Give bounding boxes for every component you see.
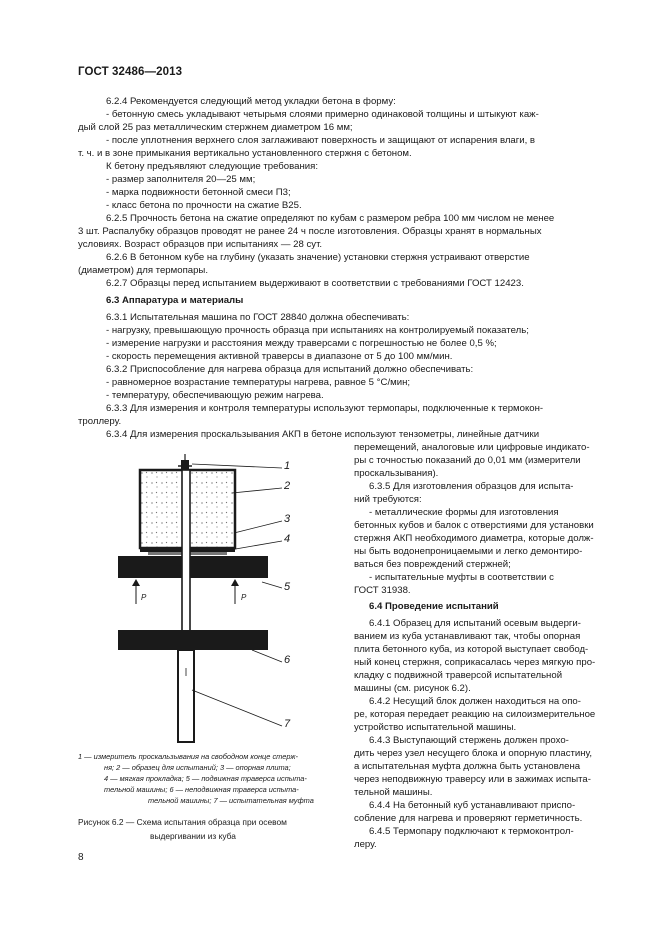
figure-label-1: 1: [284, 460, 291, 472]
text-line: ны быть водонепроницаемыми и легко демонтиро-: [354, 546, 583, 557]
text-line: через неподвижную траверсу или в зажимах испыта-: [354, 774, 591, 785]
support-plate: [140, 548, 235, 552]
movable-traverse: [118, 556, 268, 578]
figure-label-4: 4: [284, 533, 291, 545]
legend-line: тельной машины; 6 — неподвижная траверса испыта-: [104, 785, 299, 794]
text-line: 6.3.3 Для измерения и контроля температуры используют термопары, подключенные к термокон-: [106, 403, 544, 414]
figure-title: Рисунок 6.2 — Схема испытания образца при осевом: [78, 817, 287, 827]
text-line: а испытательная муфта должна быть установлена: [354, 761, 581, 772]
text-line: - температуру, обеспечивающую режим нагрева.: [106, 390, 324, 401]
slip-meter: [172, 454, 198, 473]
text-line: дый слой 25 раз металлическим стержнем диаметром 16 мм;: [78, 122, 353, 133]
text-line: 6.3.2 Приспособление для нагрева образца для испытаний должно обеспечивать:: [106, 364, 474, 375]
text-line: кладку с подвижной траверсой испытательной: [354, 670, 563, 681]
text-line: 6.4.1 Образец для испытаний осевым выдерги-: [369, 618, 581, 629]
text-line: - класс бетона по прочности на сжатие В25.: [106, 200, 302, 211]
text-line: устройство испытательной машины.: [354, 722, 517, 733]
text-line: 6.2.7 Образцы перед испытанием выдерживают в соответствии с требованиями ГОСТ 12423.: [106, 278, 524, 289]
text-line: - испытательные муфты в соответствии с: [369, 572, 554, 583]
text-line: ний требуются:: [354, 494, 422, 505]
legend-line: 1 — измеритель проскальзывания на свободном конце стерж-: [78, 752, 298, 761]
text-line: - марка подвижности бетонной смеси П3;: [106, 187, 291, 198]
text-line: проскальзывания).: [354, 468, 439, 479]
text-line: собление для нагрева и проверяют герметичность.: [354, 813, 583, 824]
load-label-left: P: [141, 593, 147, 602]
figure-label-7: 7: [284, 718, 291, 730]
text-line: - размер заполнителя 20—25 мм;: [106, 174, 256, 185]
text-line: 6.4.2 Несущий блок должен находиться на опо-: [369, 696, 581, 707]
text-line: плита бетонного куба, из которой выступает свобод-: [354, 644, 589, 655]
legend-line: 4 — мягкая прокладка; 5 — подвижная траверса испыта-: [104, 774, 307, 783]
figure-label-5: 5: [284, 581, 291, 593]
text-line: - измерение нагрузки и расстояния между траверсами с погрешностью не более 0,5 %;: [106, 338, 497, 349]
text-line: т. ч. и в зоне примыкания вертикально установленного стержня с бетоном.: [78, 148, 412, 159]
load-arrow-right: [231, 579, 239, 604]
text-line: - металлические формы для изготовления: [369, 507, 559, 518]
text-line: ГОСТ 31938.: [354, 585, 411, 596]
load-arrow-left: [132, 579, 140, 604]
text-line: 6.4.3 Выступающий стержень должен прохо-: [369, 735, 569, 746]
text-line: дить через узел несущего блока и опорную пластину,: [354, 748, 593, 759]
text-line: 6.4.5 Термопару подключают к термоконтрол-: [369, 826, 574, 837]
rebar-rod: [182, 470, 190, 650]
text-line: машины (см. рисунок 6.2).: [354, 683, 471, 694]
legend-line: ня; 2 — образец для испытаний; 3 — опорная плита;: [104, 763, 291, 772]
leader-lines: [192, 464, 282, 726]
fixed-traverse: [118, 630, 268, 650]
figure-title-cont: выдергивании из куба: [150, 831, 236, 841]
legend-line: тельной машины; 7 — испытательная муфта: [148, 796, 314, 805]
text-line: ный конец стержня, соприкасалась через мягкую про-: [354, 657, 596, 668]
text-line: (диаметром) для термопары.: [78, 265, 208, 276]
figure-label-2: 2: [284, 480, 291, 492]
text-line: 6.3.5 Для изготовления образцов для испыта-: [369, 481, 574, 492]
text-line: ванием из куба устанавливают так, чтобы опорная: [354, 631, 581, 642]
text-line: - скорость перемещения активной траверсы в диапазоне от 5 до 100 мм/мин.: [106, 351, 453, 362]
text-line: ре, которая передает реакцию на силоизмерительное: [354, 709, 596, 720]
text-line: - нагрузку, превышающую прочность образца при испытаниях на контролируемый показатель;: [106, 325, 529, 336]
text-line: - равномерное возрастание температуры нагрева, равное 5 °С/мин;: [106, 377, 411, 388]
section-heading: 6.3 Аппаратура и материалы: [106, 295, 244, 306]
figure-label-3: 3: [284, 513, 291, 525]
text-line: перемещений, аналоговые или цифровые индикато-: [354, 442, 590, 453]
text-line: условиях. Возраст образцов при испытаниях — 28 сут.: [78, 239, 323, 250]
text-line: 6.2.5 Прочность бетона на сжатие определяют по кубам с размером ребра 100 мм числом не менее: [106, 213, 555, 224]
soft-pad: [148, 552, 227, 555]
test-coupling: [178, 650, 194, 742]
section-heading: 6.4 Проведение испытаний: [369, 601, 499, 612]
figure-label-6: 6: [284, 654, 291, 666]
document-header: ГОСТ 32486—2013: [78, 66, 183, 78]
text-line: леру.: [354, 839, 377, 850]
text-line: стержня АКП необходимого диаметра, которые долж-: [354, 533, 594, 544]
text-line: К бетону предъявляют следующие требования:: [106, 161, 318, 172]
page-number: 8: [78, 852, 84, 863]
load-label-right: P: [241, 593, 247, 602]
text-line: 6.2.4 Рекомендуется следующий метод укладки бетона в форму:: [106, 96, 396, 107]
text-line: 3 шт. Распалубку образцов проводят не ранее 24 ч после изготовления. Образцы хранят в нормальных: [78, 226, 542, 237]
text-line: бетонных кубов и балок с отверстиями для установки: [354, 520, 594, 531]
text-line: 6.3.4 Для измерения проскальзывания АКП в бетоне используют тензометры, линейные датчики: [106, 429, 540, 440]
text-line: троллеру.: [78, 416, 122, 427]
text-line: ваться без повреждений стержней;: [354, 559, 511, 570]
concrete-cube: [140, 470, 235, 548]
text-line: - после уплотнения верхнего слоя заглаживают поверхность и защищают от испарения влаги, в: [106, 135, 536, 146]
text-line: ры с точностью показаний до 0,01 мм (измерители: [354, 455, 581, 466]
text-line: 6.4.4 На бетонный куб устанавливают приспо-: [369, 800, 576, 811]
text-line: - бетонную смесь укладывают четырьмя слоями примерно одинаковой толщины и штыкуют каж-: [106, 109, 539, 120]
text-line: 6.3.1 Испытательная машина по ГОСТ 28840 должна обеспечивать:: [106, 312, 410, 323]
text-line: тельной машины.: [354, 787, 433, 798]
text-line: 6.2.6 В бетонном кубе на глубину (указать значение) установки стержня устраивают отверстие: [106, 252, 530, 263]
